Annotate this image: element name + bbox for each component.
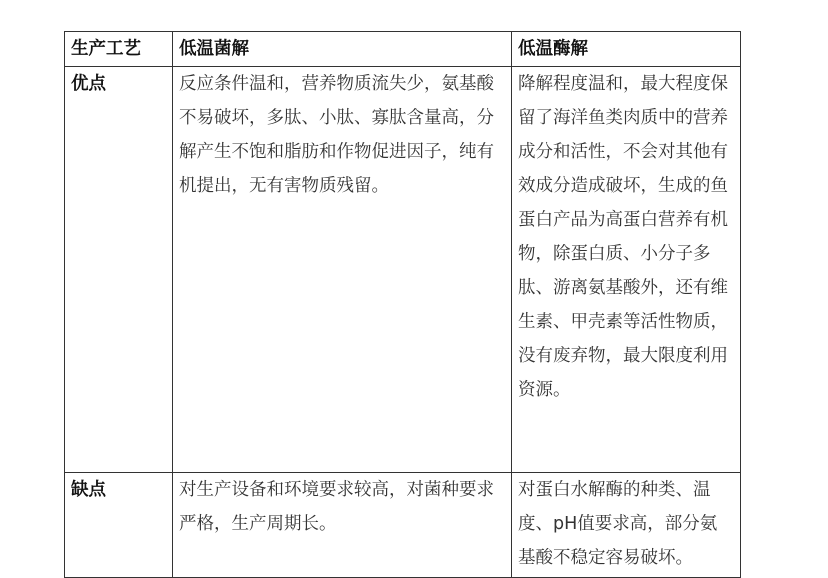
row-label-merit: 优点: [65, 67, 173, 473]
cell-bacterial-merit: 反应条件温和，营养物质流失少，氨基酸不易破坏，多肽、小肽、寡肽含量高，分解产生不饱和脂肪和作物促进因子，纯有机提出，无有害物质残留。: [173, 67, 512, 473]
cell-bacterial-demerit: 对生产设备和环境要求较高，对菌种要求严格，生产周期长。: [173, 473, 512, 578]
cell-enzymatic-merit: 降解程度温和，最大程度保留了海洋鱼类肉质中的营养成分和活性，不会对其他有效成分造成破坏，生成的鱼蛋白产品为高蛋白营养有机物，除蛋白质、小分子多肽、游离氨基酸外，还有维生素、甲壳素等活性物质，没有废弃物，最大限度利用资源。: [512, 67, 741, 473]
cell-enzymatic-demerit: 对蛋白水解酶的种类、温度、pH值要求高，部分氨基酸不稳定容易破坏。: [512, 473, 741, 578]
header-process: 生产工艺: [65, 32, 173, 67]
header-enzymatic: 低温酶解: [512, 32, 741, 67]
header-bacterial: 低温菌解: [173, 32, 512, 67]
table-header-row: [65, 32, 741, 67]
process-comparison-table: [64, 31, 741, 578]
row-label-demerit: 缺点: [65, 473, 173, 578]
table-row: [65, 67, 741, 473]
table-row: [65, 473, 741, 578]
